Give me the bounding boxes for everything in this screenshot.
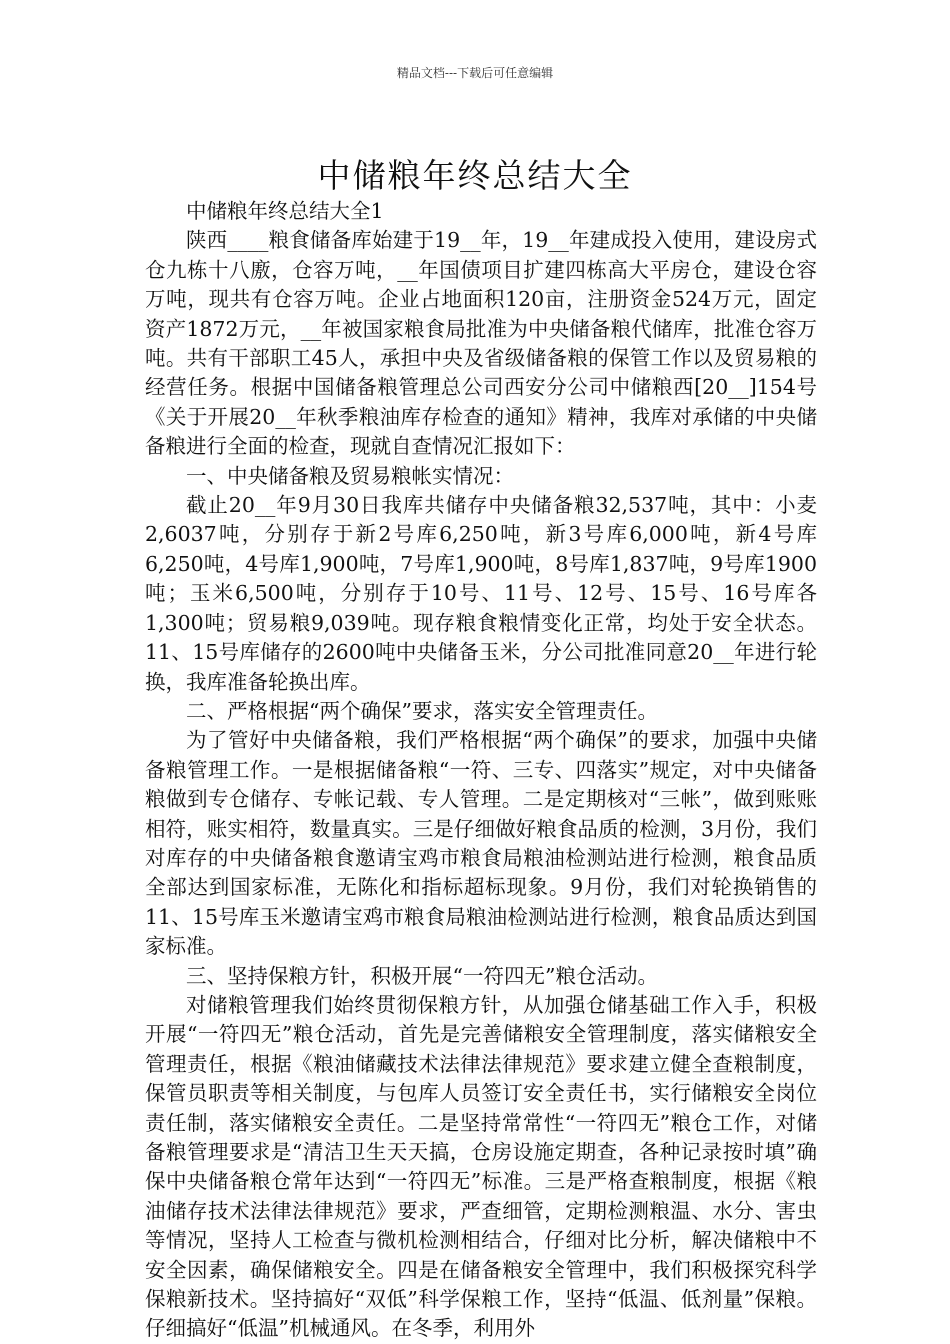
page-title: 中储粮年终总结大全 <box>317 156 633 196</box>
document-body <box>145 197 817 1344</box>
header-note: 精品文档---下载后可任意编辑 <box>396 66 554 80</box>
section-heading-2: 二、严格根据“两个确保”要求，落实安全管理责任。 <box>186 698 658 723</box>
paragraph-subtitle: 中储粮年终总结大全1 <box>186 199 384 223</box>
paragraph-intro: 陕西____粮食储备库始建于19__年，19__年建成投入使用，建设房式仓九栋十八廒，仓容万吨，__年国债项目扩建四栋高大平房仓，建设仓容万吨，现共有仓容万吨。企业占地面积120亩，注册资金524万元，固定资产1872万元，__年被国家粮食局批准为中央储备粮代储库，批准仓容万吨。共有干部职工45人，承担中央及省级储备粮的保管工作以及贸易粮的经营任务。根据中国储备粮管理总公司西安分公司中储粮西[20__]154号《关于开展20__年秋季粮油库存检查的通知》精神，我库对承储的中央储备粮进行全面的检查，现就自查情况汇报如下： <box>145 228 817 459</box>
paragraph-section-2: 为了管好中央储备粮，我们严格根据“两个确保”的要求，加强中央储备粮管理工作。一是根据储备粮“一符、三专、四落实”规定，对中央储备粮做到专仓储存、专帐记载、专人管理。二是定期核对“三帐”，做到账账相符，账实相符，数量真实。三是仔细做好粮食品质的检测，3月份，我们对库存的中央储备粮食邀请宝鸡市粮食局粮油检测站进行检测，粮食品质全部达到国家标准，无陈化和指标超标现象。9月份，我们对轮换销售的11、15号库玉米邀请宝鸡市粮食局粮油检测站进行检测，粮食品质达到国家标准。 <box>145 728 817 959</box>
section-heading-1: 一、中央储备粮及贸易粮帐实情况： <box>186 463 514 488</box>
paragraph-section-1: 截止20__年9月30日我库共储存中央储备粮32,537吨，其中：小麦2,6037吨，分别存于新2号库6,250吨，新3号库6,000吨，新4号库6,250吨，4号库1,900吨，7号库1,900吨，8号库1,837吨，9号库1900吨；玉米6,500吨，分别存于10号、11号、12号、15号、16号库各1,300吨；贸易粮9,039吨。现存粮食粮情变化正常，均处于安全状态。11、15号库储存的2600吨中央储备玉米，分公司批准同意20__年进行轮换，我库准备轮换出库。 <box>145 493 817 694</box>
section-heading-3: 三、坚持保粮方针，积极开展“一符四无”粮仓活动。 <box>186 963 658 988</box>
paragraph-section-3: 对储粮管理我们始终贯彻保粮方针，从加强仓储基础工作入手，积极开展“一符四无”粮仓活动，首先是完善储粮安全管理制度，落实储粮安全管理责任，根据《粮油储藏技术法律法律规范》要求建立健全查粮制度，保管员职责等相关制度，与包库人员签订安全责任书，实行储粮安全岗位责任制，落实储粮安全责任。二是坚持常常性“一符四无”粮仓工作，对储备粮管理要求是“清洁卫生天天搞，仓房设施定期查，各种记录按时填”确保中央储备粮仓常年达到“一符四无”标准。三是严格查粮制度，根据《粮油储存技术法律法律规范》要求，严查细管，定期检测粮温、水分、害虫等情况，坚持人工检查与微机检测相结合，仔细对比分析，解决储粮中不安全因素，确保储粮安全。四是在储备粮安全管理中，我们积极探究科学保粮新技术。坚持搞好“双低”科学保粮工作，坚持“低温、低剂量”保粮。仔细搞好“低温”机械通风。在冬季，利用外 <box>145 992 817 1341</box>
